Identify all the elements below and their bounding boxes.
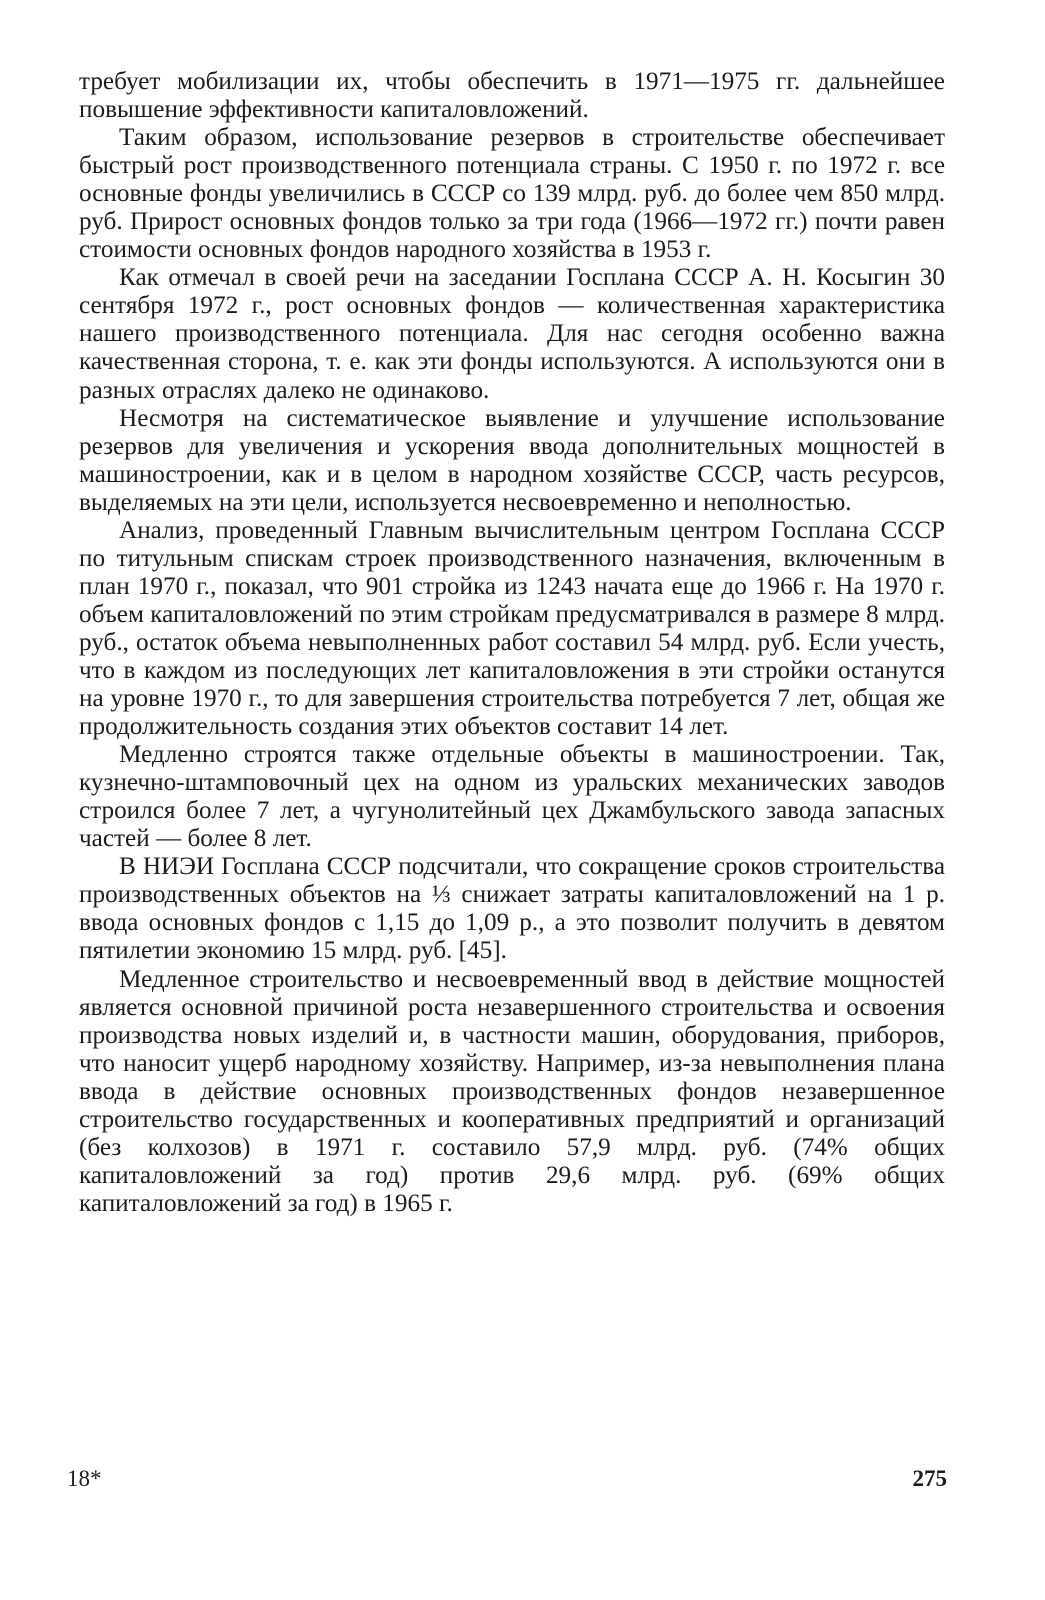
body-text: [79, 68, 945, 1218]
paragraph-6: Медленно строятся также отдельные объекты в машиностроении. Так, кузнечно-штамповочный цех на одном из уральских механических заводов строился более 7 лет, а чугунолитейный цех Джамбульского завода запасных частей — более 8 лет.: [79, 741, 945, 853]
paragraph-4: Несмотря на систематическое выявление и улучшение использование резервов для увеличения и ускорения ввода дополнительных мощностей в машиностроении, как и в целом в народном хозяйстве СССР, часть ресурсов, выделяемых на эти цели, используется несвоевременно и неполностью.: [79, 404, 945, 516]
paragraph-3: Как отмечал в своей речи на заседании Госплана СССР А. Н. Косыгин 30 сентября 1972 г., рост основных фондов — количественная характеристика нашего производственного потенциала. Для нас сегодня особенно важна качественная сторона, т. е. как эти фонды используются. А используются они в разных отраслях далеко не одинаково.: [79, 264, 945, 404]
paragraph-8: Медленное строительство и несвоевременный ввод в действие мощностей является основной причиной роста незавершенного строительства и освоения производства новых изделий и, в частности машин, оборудования, приборов, что наносит ущерб народному хозяйству. Например, из-за невыполнения плана ввода в действие основных производственных фондов незавершенное строительство государственных и кооперативных предприятий и организаций (без колхозов) в 1971 г. составило 57,9 млрд. руб. (74% общих капиталовложений за год) против 29,6 млрд. руб. (69% общих капиталовложений за год) в 1965 г.: [79, 965, 945, 1217]
paragraph-5: Анализ, проведенный Главным вычислительным центром Госплана СССР по титульным спискам строек производственного назначения, включенным в план 1970 г., показал, что 901 стройка из 1243 начата еще до 1966 г. На 1970 г. объем капиталовложений по этим стройкам предусматривался в размере 8 млрд. руб., остаток объема невыполненных работ составил 54 млрд. руб. Если учесть, что в каждом из последующих лет капиталовложения в эти стройки останутся на уровне 1970 г., то для завершения строительства потребуется 7 лет, общая же продолжительность создания этих объектов составит 14 лет.: [79, 516, 945, 741]
paragraph-7: В НИЭИ Госплана СССР подсчитали, что сокращение сроков строительства производственных объектов на ⅓ снижает затраты капиталовложений на 1 р. ввода основных фондов с 1,15 до 1,09 р., а это позволит получить в девятом пятилетии экономию 15 млрд. руб. [45].: [79, 853, 945, 965]
paragraph-1: требует мобилизации их, чтобы обеспечить в 1971—1975 гг. дальнейшее повышение эффективности капиталовложений.: [79, 68, 945, 124]
paragraph-2: Таким образом, использование резервов в строительстве обеспечивает быстрый рост производственного потенциала страны. С 1950 г. по 1972 г. все основные фонды увеличились в СССР со 139 млрд. руб. до более чем 850 млрд. руб. Прирост основных фондов только за три года (1966—1972 гг.) почти равен стоимости основных фондов народного хозяйства в 1953 г.: [79, 124, 945, 264]
page-footer: [67, 1466, 947, 1500]
signature-mark: 18*: [67, 1466, 102, 1491]
page-number: 275: [912, 1466, 947, 1491]
